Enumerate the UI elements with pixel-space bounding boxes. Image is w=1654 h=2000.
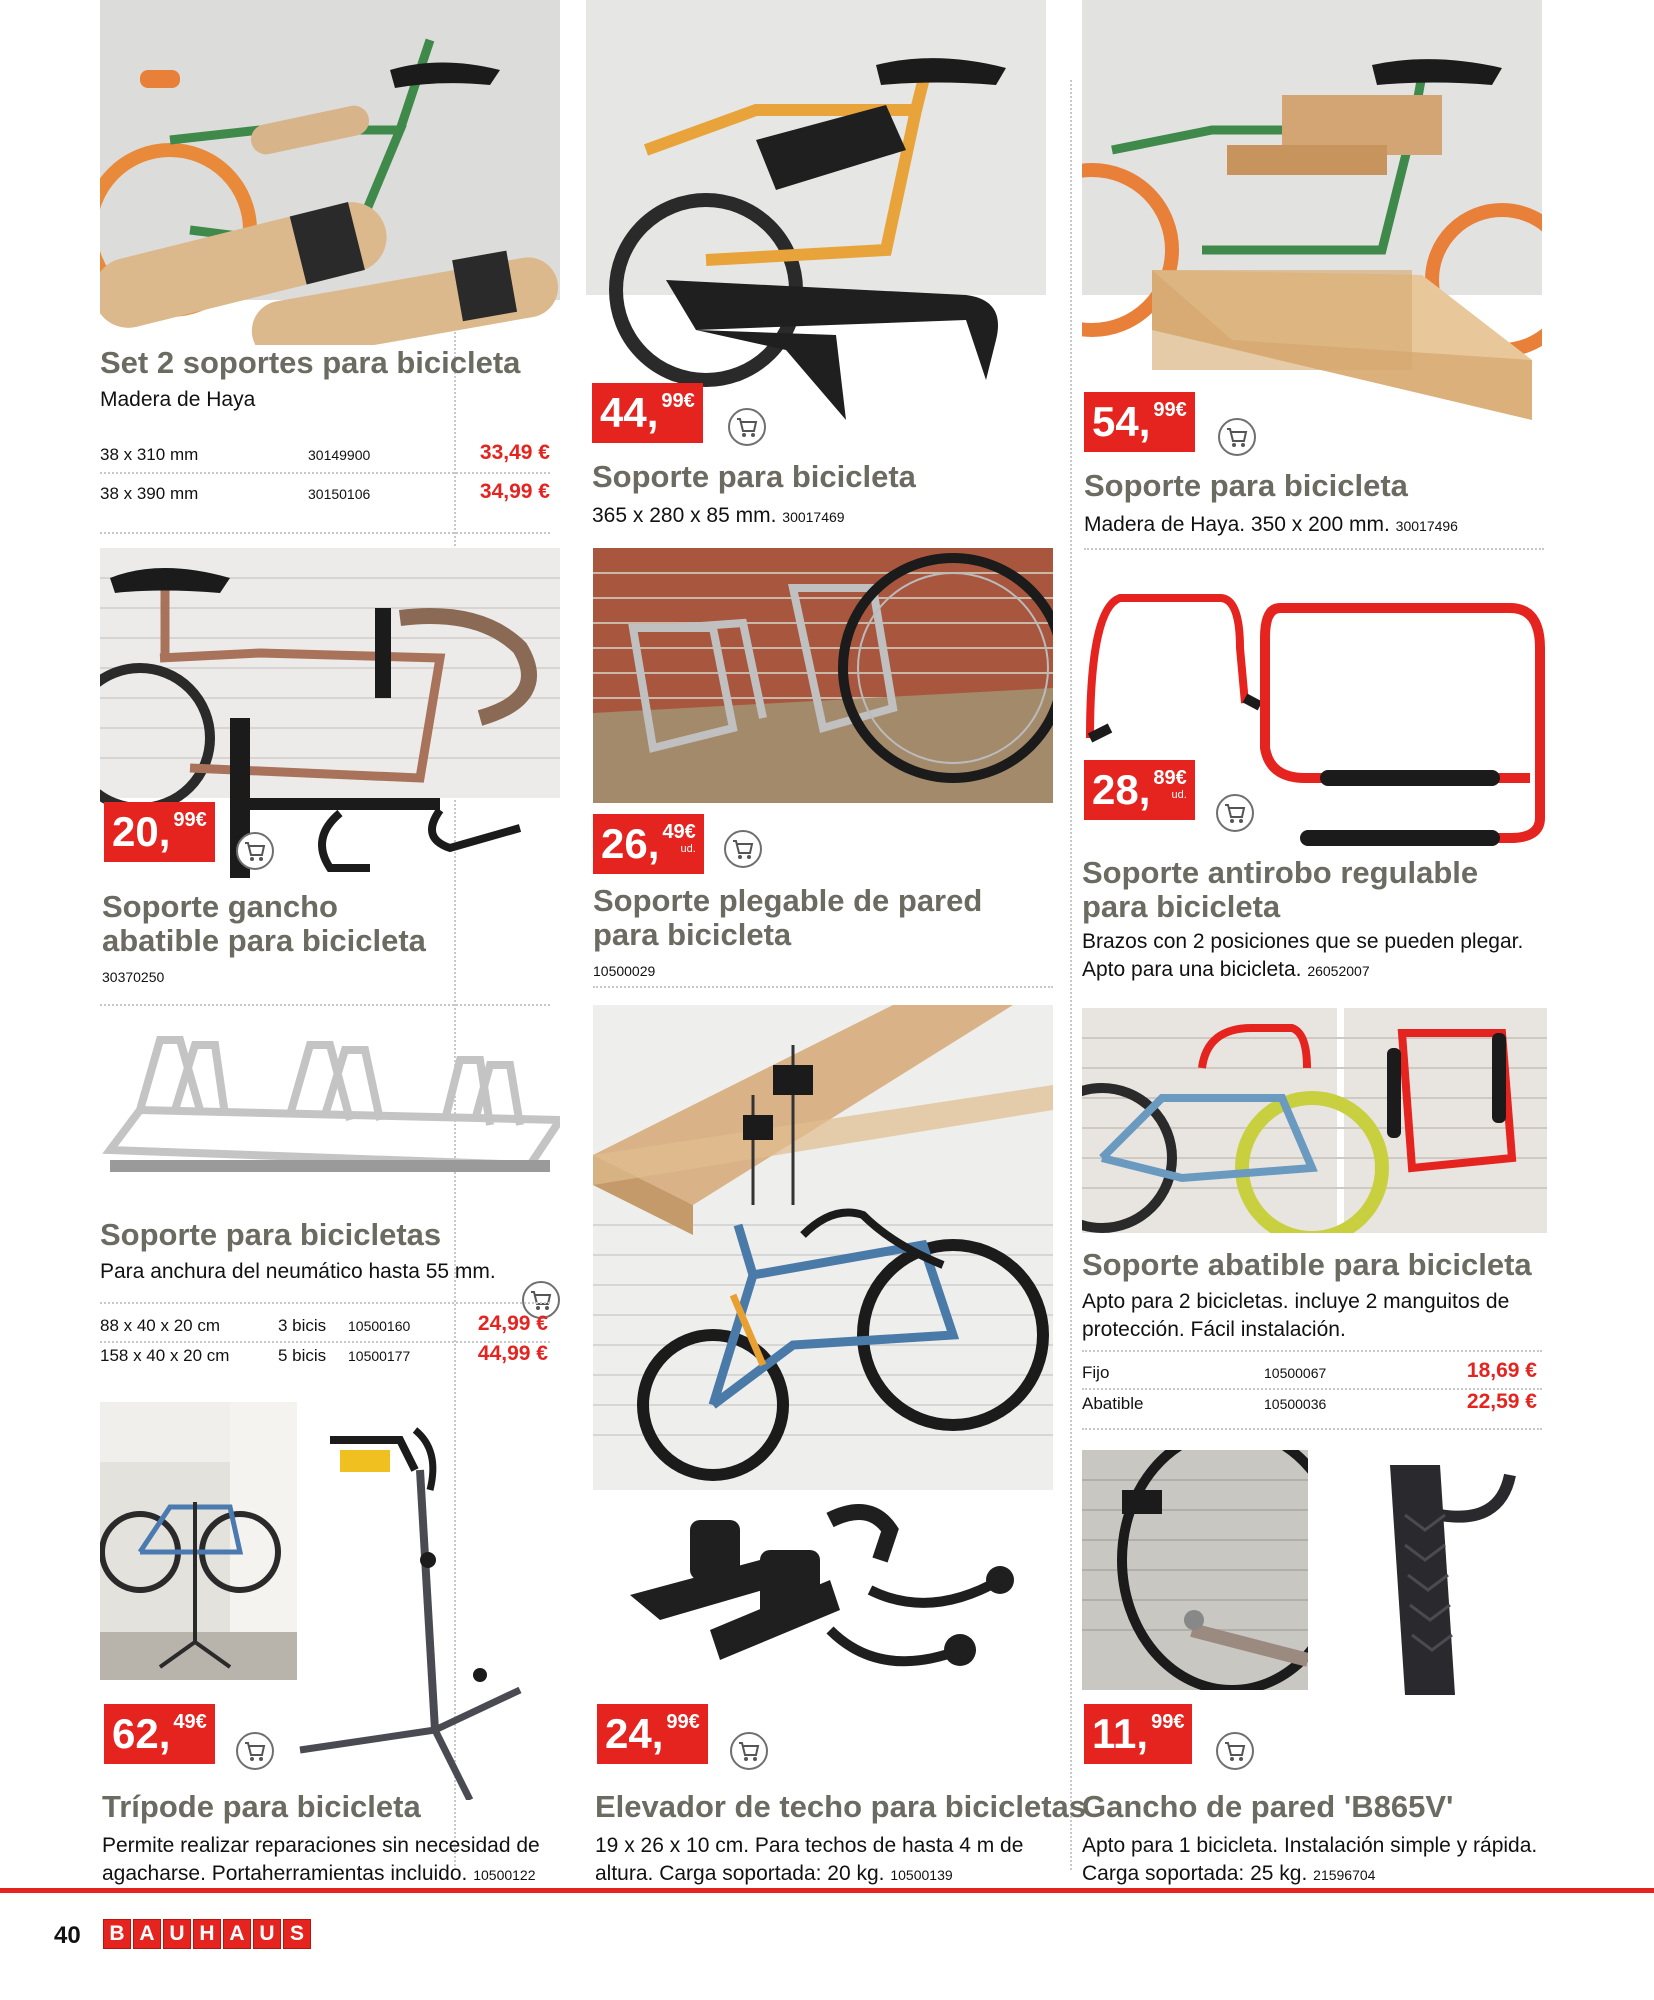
- variant-row: [100, 1342, 548, 1366]
- product-image-tripod-room: [100, 1402, 297, 1680]
- logo-letter: U: [253, 1919, 281, 1949]
- product-code: 10500122: [473, 1867, 536, 1883]
- product-description: Brazos con 2 posiciones que se pueden plegar. Apto para una bicicleta. 26052007: [1082, 930, 1524, 981]
- product-image-wall-hook: [1370, 1455, 1520, 1705]
- price-tag: [1084, 1704, 1192, 1764]
- price-decimal: 99€: [661, 390, 695, 412]
- product-description: Madera de Haya. 350 x 200 mm. 30017496: [1084, 513, 1458, 536]
- price-integer: 28,: [1092, 766, 1151, 813]
- section-divider: [1084, 548, 1544, 550]
- price-integer: 20,: [112, 808, 171, 855]
- variant-size: Fijo: [1082, 1363, 1110, 1382]
- row-divider: [100, 472, 550, 474]
- cart-icon[interactable]: [728, 408, 766, 446]
- price-decimal: 99€: [173, 809, 207, 831]
- product-title: Soporte antirobo regulable para bicicleta: [1082, 855, 1479, 924]
- price-decimal: 49€: [173, 1711, 207, 1733]
- variant-bikes: 3 bicis: [278, 1316, 327, 1335]
- price-decimal: 99€: [666, 1711, 700, 1733]
- product-code: 26052007: [1307, 963, 1370, 979]
- product-image-tripod: [290, 1410, 560, 1800]
- price-integer: 26,: [601, 820, 660, 867]
- variant-size: 88 x 40 x 20 cm: [100, 1316, 221, 1335]
- logo-letter: S: [283, 1919, 311, 1949]
- product-code: 30017469: [782, 509, 845, 525]
- price-tag: [597, 1704, 708, 1764]
- variant-code: 10500160: [348, 1318, 411, 1334]
- price-integer: 24,: [605, 1710, 664, 1757]
- section-divider: [593, 986, 1053, 988]
- bauhaus-logo[interactable]: [103, 1919, 311, 1949]
- product-title: Soporte para bicicleta: [592, 459, 916, 494]
- price-decimal: 99€: [1151, 1711, 1185, 1733]
- logo-letter: A: [223, 1919, 251, 1949]
- product-description: Apto para 2 bicicletas. incluye 2 manguitos de protección. Fácil instalación.: [1082, 1290, 1510, 1341]
- product-code: 10500029: [593, 963, 656, 979]
- variant-price: 33,49 €: [479, 441, 550, 464]
- price-integer: 44,: [600, 389, 659, 436]
- variant-price: 22,59 €: [1466, 1390, 1537, 1413]
- price-tag: [104, 1704, 215, 1764]
- product-description: Permite realizar reparaciones sin necesidad de agacharse. Portaherramientas incluido. 10500122: [102, 1834, 540, 1885]
- product-title: Soporte para bicicletas: [100, 1217, 442, 1252]
- variant-size: 158 x 40 x 20 cm: [100, 1346, 230, 1365]
- product-description: [593, 956, 655, 985]
- price-tag: [593, 814, 704, 874]
- product-title: Elevador de techo para bicicletas: [595, 1789, 1087, 1824]
- cart-icon[interactable]: [724, 830, 762, 868]
- variant-price: 34,99 €: [479, 480, 550, 503]
- cart-icon[interactable]: [1218, 418, 1256, 456]
- row-divider: [100, 1302, 550, 1304]
- price-integer: 62,: [112, 1710, 171, 1757]
- product-code: 30017496: [1395, 518, 1458, 534]
- product-title: Gancho de pared 'B865V': [1082, 1789, 1454, 1824]
- variant-price: 24,99 €: [477, 1312, 548, 1335]
- variant-bikes: 5 bicis: [278, 1346, 327, 1365]
- logo-letter: U: [163, 1919, 191, 1949]
- page-number: 40: [54, 1922, 81, 1949]
- product-description: [102, 962, 164, 991]
- variant-row: [1082, 1390, 1537, 1414]
- variant-code: 30150106: [308, 486, 371, 502]
- product-code: 21596704: [1313, 1867, 1376, 1883]
- product-description: Madera de Haya: [100, 388, 256, 411]
- price-unit: ud.: [680, 843, 696, 855]
- product-code: 30370250: [102, 969, 165, 985]
- variant-row: [100, 1312, 548, 1336]
- logo-letter: H: [193, 1919, 221, 1949]
- product-title: Set 2 soportes para bicicleta: [100, 345, 521, 380]
- variant-code: 30149900: [308, 447, 371, 463]
- product-title: Trípode para bicicleta: [102, 1789, 421, 1824]
- footer-rule: [0, 1888, 1654, 1893]
- cart-icon[interactable]: [730, 1732, 768, 1770]
- price-tag: [1084, 760, 1195, 820]
- product-title: Soporte gancho abatible para bicicleta: [102, 889, 426, 958]
- logo-letter: A: [133, 1919, 161, 1949]
- logo-letter: B: [103, 1919, 131, 1949]
- variant-price: 44,99 €: [477, 1342, 548, 1365]
- price-integer: 54,: [1092, 398, 1151, 445]
- product-title: Soporte para bicicleta: [1084, 468, 1408, 503]
- price-tag: [592, 383, 703, 443]
- product-image-foldable-wall: [1082, 1008, 1547, 1233]
- cart-icon[interactable]: [1216, 1732, 1254, 1770]
- price-decimal: 89€: [1153, 767, 1187, 789]
- product-description: Para anchura del neumático hasta 55 mm.: [100, 1260, 496, 1283]
- cart-icon[interactable]: [236, 832, 274, 870]
- price-tag: [1084, 392, 1195, 452]
- variant-code: 10500177: [348, 1348, 411, 1364]
- variant-row: [1082, 1359, 1537, 1383]
- variant-code: 10500036: [1264, 1396, 1327, 1412]
- price-decimal: 49€: [662, 821, 696, 843]
- variant-size: Abatible: [1082, 1394, 1144, 1413]
- product-description: 19 x 26 x 10 cm. Para techos de hasta 4 m de altura. Carga soportada: 20 kg. 10500139: [595, 1834, 1024, 1885]
- price-decimal: 99€: [1153, 399, 1187, 421]
- variant-size: 38 x 310 mm: [100, 445, 199, 464]
- product-image-wall-rack: [593, 548, 1053, 803]
- column-divider: [1070, 80, 1072, 1870]
- product-image-wood-shelf: [1082, 0, 1542, 430]
- product-image-wheel-on-hook: [1082, 1450, 1308, 1690]
- product-description: Apto para 1 bicicleta. Instalación simple y rápida. Carga soportada: 25 kg. 21596704: [1082, 1834, 1538, 1885]
- row-divider: [1082, 1350, 1542, 1352]
- product-description: 365 x 280 x 85 mm. 30017469: [592, 504, 845, 527]
- product-image-ceiling-lift: [593, 1005, 1053, 1490]
- product-title: Soporte abatible para bicicleta: [1082, 1247, 1532, 1282]
- price-integer: 11,: [1092, 1710, 1149, 1757]
- variant-size: 38 x 390 mm: [100, 484, 199, 503]
- product-title: Soporte plegable de pared para bicicleta: [593, 883, 983, 952]
- price-unit: ud.: [1171, 789, 1187, 801]
- product-image-wood-pegs: [100, 0, 560, 345]
- variant-code: 10500067: [1264, 1365, 1327, 1381]
- variant-price: 18,69 €: [1466, 1359, 1537, 1382]
- cart-icon[interactable]: [1216, 794, 1254, 832]
- variant-row: [100, 480, 550, 504]
- section-divider: [100, 532, 550, 534]
- product-image-metal-shelf: [586, 0, 1046, 430]
- product-image-floor-rack: [100, 1020, 560, 1210]
- cart-icon[interactable]: [236, 1732, 274, 1770]
- section-divider: [1082, 1428, 1542, 1430]
- price-tag: [104, 802, 215, 862]
- product-code: 10500139: [890, 1867, 953, 1883]
- variant-row: [100, 441, 550, 465]
- section-divider: [100, 1004, 550, 1006]
